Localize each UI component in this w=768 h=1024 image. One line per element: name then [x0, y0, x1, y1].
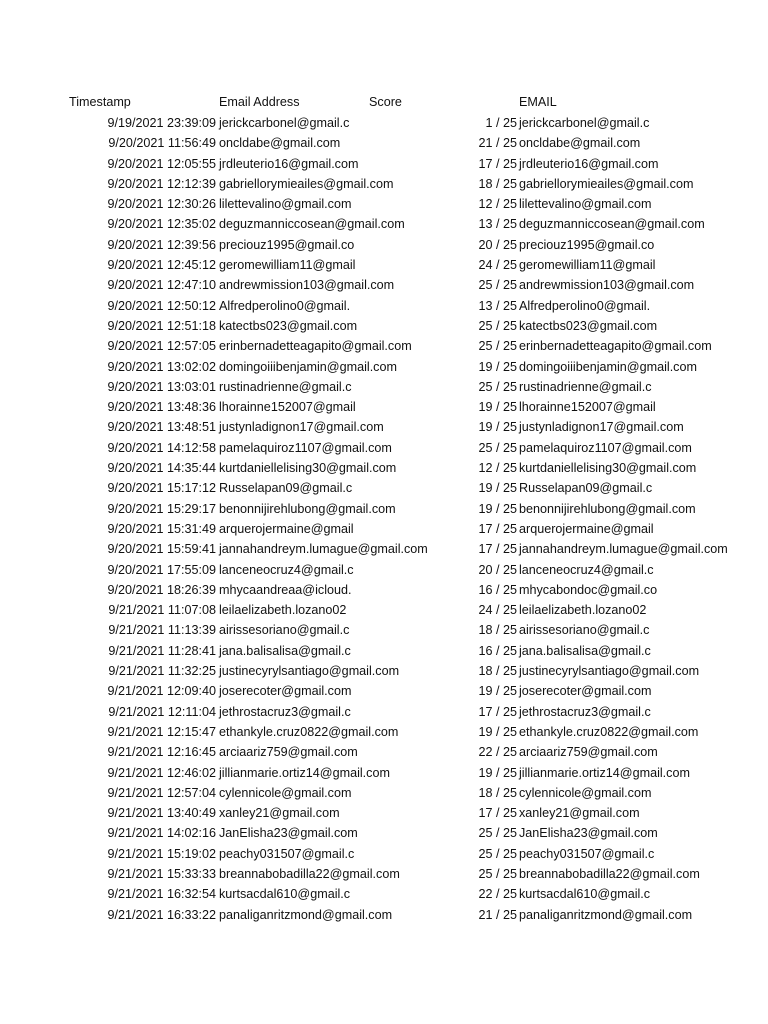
table-row	[0, 641, 768, 661]
responses-table	[0, 113, 768, 925]
email-cell: katectbs023@gmail.com	[519, 318, 658, 333]
score-cell: 19 / 25	[478, 765, 517, 780]
email-cell: joserecoter@gmail.com	[519, 684, 652, 699]
email-cell: jillianmarie.ortiz14@gmail.com	[519, 765, 690, 780]
score-cell: 19 / 25	[478, 400, 517, 415]
email-cell: justinecyrylsantiago@gmail.com	[519, 664, 700, 679]
header-score: Score	[369, 95, 402, 109]
email-address-cell: kurtsacdal610@gmail.c	[219, 887, 351, 902]
table-row	[0, 194, 768, 214]
score-cell: 25 / 25	[478, 440, 517, 455]
email-cell: domingoiiibenjamin@gmail.com	[519, 359, 697, 374]
table-row	[0, 722, 768, 742]
email-address-cell: andrewmission103@gmail.com	[219, 278, 395, 293]
email-cell: jethrostacruz3@gmail.c	[519, 704, 651, 719]
score-cell: 24 / 25	[478, 258, 517, 273]
email-address-cell: jethrostacruz3@gmail.c	[219, 704, 351, 719]
email-cell: JanElisha23@gmail.com	[519, 826, 658, 841]
email-cell: kurtsacdal610@gmail.c	[519, 887, 651, 902]
timestamp-cell: 9/21/2021 16:33:22	[107, 907, 216, 922]
table-row	[0, 580, 768, 600]
score-cell: 24 / 25	[478, 603, 517, 618]
email-address-cell: justynladignon17@gmail.com	[219, 420, 384, 435]
table-row	[0, 377, 768, 397]
timestamp-cell: 9/21/2021 12:15:47	[107, 724, 216, 739]
score-cell: 20 / 25	[478, 562, 517, 577]
timestamp-cell: 9/21/2021 14:02:16	[107, 826, 216, 841]
timestamp-cell: 9/21/2021 12:16:45	[107, 745, 216, 760]
email-address-cell: peachy031507@gmail.c	[219, 846, 355, 861]
table-row	[0, 255, 768, 275]
email-address-cell: pamelaquiroz1107@gmail.com	[219, 440, 392, 455]
table-row	[0, 620, 768, 640]
timestamp-cell: 9/21/2021 12:11:04	[108, 704, 216, 719]
timestamp-cell: 9/20/2021 12:51:18	[107, 318, 216, 333]
timestamp-cell: 9/20/2021 15:17:12	[107, 481, 216, 496]
email-address-cell: katectbs023@gmail.com	[219, 318, 358, 333]
table-row	[0, 661, 768, 681]
score-cell: 21 / 25	[478, 907, 517, 922]
email-address-cell: Russelapan09@gmail.c	[219, 481, 353, 496]
timestamp-cell: 9/21/2021 12:57:04	[107, 785, 216, 800]
score-cell: 25 / 25	[478, 826, 517, 841]
table-row	[0, 458, 768, 478]
table-row	[0, 336, 768, 356]
email-cell: geromewilliam11@gmail	[519, 258, 656, 273]
timestamp-cell: 9/20/2021 13:48:51	[107, 420, 216, 435]
score-cell: 18 / 25	[478, 176, 517, 191]
email-address-cell: jannahandreym.lumague@gmail.com	[219, 542, 428, 557]
email-cell: jerickcarbonel@gmail.c	[519, 116, 650, 130]
email-address-cell: jillianmarie.ortiz14@gmail.com	[219, 765, 390, 780]
email-address-cell: Alfredperolino0@gmail.	[219, 298, 351, 313]
timestamp-cell: 9/20/2021 15:29:17	[107, 501, 216, 516]
score-cell: 17 / 25	[478, 704, 517, 719]
email-cell: peachy031507@gmail.c	[519, 846, 655, 861]
email-cell: jrdleuterio16@gmail.com	[519, 156, 659, 171]
score-cell: 19 / 25	[478, 501, 517, 516]
email-address-cell: justinecyrylsantiago@gmail.com	[219, 664, 400, 679]
score-cell: 17 / 25	[478, 521, 517, 536]
score-cell: 19 / 25	[478, 684, 517, 699]
email-address-cell: jrdleuterio16@gmail.com	[219, 156, 359, 171]
email-address-cell: breannabobadilla22@gmail.com	[219, 866, 400, 881]
score-cell: 22 / 25	[478, 745, 517, 760]
email-cell: xanley21@gmail.com	[519, 806, 640, 821]
timestamp-cell: 9/20/2021 12:45:12	[107, 258, 216, 273]
email-cell: kurtdaniellelising30@gmail.com	[519, 461, 697, 476]
email-address-cell: ethankyle.cruz0822@gmail.com	[219, 724, 399, 739]
timestamp-cell: 9/20/2021 18:26:39	[107, 582, 216, 597]
email-cell: cylennicole@gmail.com	[519, 785, 652, 800]
timestamp-cell: 9/20/2021 12:57:05	[107, 339, 216, 354]
email-cell: jana.balisalisa@gmail.c	[519, 643, 651, 658]
timestamp-cell: 9/20/2021 13:02:02	[107, 359, 216, 374]
table-row	[0, 884, 768, 904]
email-cell: mhycabondoc@gmail.co	[519, 582, 658, 597]
timestamp-cell: 9/20/2021 12:47:10	[107, 278, 216, 293]
table-row	[0, 742, 768, 762]
timestamp-cell: 9/21/2021 11:32:25	[108, 664, 216, 679]
timestamp-cell: 9/21/2021 13:40:49	[107, 806, 216, 821]
table-row	[0, 275, 768, 295]
timestamp-cell: 9/19/2021 23:39:09	[107, 116, 216, 130]
email-address-cell: JanElisha23@gmail.com	[219, 826, 358, 841]
table-row	[0, 681, 768, 701]
table-row	[0, 235, 768, 255]
score-cell: 25 / 25	[478, 318, 517, 333]
email-address-cell: oncldabe@gmail.com	[219, 136, 341, 151]
email-cell: arquerojermaine@gmail	[519, 521, 654, 536]
email-cell: jannahandreym.lumague@gmail.com	[519, 542, 728, 557]
email-cell: airissesoriano@gmail.c	[519, 623, 650, 638]
email-address-cell: gabriellorymieailes@gmail.com	[219, 176, 394, 191]
timestamp-cell: 9/20/2021 14:12:58	[107, 440, 216, 455]
email-address-cell: lilettevalino@gmail.com	[219, 197, 352, 212]
table-row	[0, 844, 768, 864]
score-cell: 13 / 25	[478, 217, 517, 232]
table-row	[0, 316, 768, 336]
email-address-cell: lhorainne152007@gmail	[219, 400, 356, 415]
table-row	[0, 905, 768, 925]
email-address-cell: xanley21@gmail.com	[219, 806, 340, 821]
score-cell: 25 / 25	[478, 339, 517, 354]
table-row	[0, 133, 768, 153]
score-cell: 25 / 25	[478, 846, 517, 861]
email-cell: Russelapan09@gmail.c	[519, 481, 653, 496]
score-cell: 19 / 25	[478, 359, 517, 374]
timestamp-cell: 9/21/2021 15:19:02	[107, 846, 216, 861]
timestamp-cell: 9/20/2021 11:56:49	[108, 136, 216, 151]
table-row	[0, 417, 768, 437]
email-address-cell: panaliganritzmond@gmail.com	[219, 907, 393, 922]
email-address-cell: lanceneocruz4@gmail.c	[219, 562, 354, 577]
email-cell: rustinadrienne@gmail.c	[519, 379, 652, 394]
email-cell: benonnijirehlubong@gmail.com	[519, 501, 696, 516]
email-cell: erinbernadetteagapito@gmail.com	[519, 339, 712, 354]
email-cell: Alfredperolino0@gmail.	[519, 298, 651, 313]
table-row	[0, 357, 768, 377]
score-cell: 16 / 25	[478, 582, 517, 597]
timestamp-cell: 9/20/2021 14:35:44	[107, 461, 216, 476]
email-address-cell: arquerojermaine@gmail	[219, 521, 354, 536]
email-cell: panaliganritzmond@gmail.com	[519, 907, 693, 922]
email-address-cell: mhycaandreaa@icloud.	[219, 582, 352, 597]
email-cell: deguzmanniccosean@gmail.com	[519, 217, 705, 232]
table-row	[0, 783, 768, 803]
score-cell: 16 / 25	[478, 643, 517, 658]
email-cell: pamelaquiroz1107@gmail.com	[519, 440, 692, 455]
table-row	[0, 864, 768, 884]
table-row	[0, 478, 768, 498]
timestamp-cell: 9/20/2021 12:39:56	[107, 237, 216, 252]
score-cell: 19 / 25	[478, 420, 517, 435]
timestamp-cell: 9/21/2021 15:33:33	[107, 866, 216, 881]
email-cell: leilaelizabeth.lozano02	[519, 603, 647, 618]
header-timestamp: Timestamp	[69, 95, 131, 109]
timestamp-cell: 9/20/2021 12:35:02	[107, 217, 216, 232]
email-cell: lanceneocruz4@gmail.c	[519, 562, 654, 577]
score-cell: 18 / 25	[478, 623, 517, 638]
score-cell: 19 / 25	[478, 481, 517, 496]
table-row	[0, 113, 768, 133]
email-address-cell: erinbernadetteagapito@gmail.com	[219, 339, 412, 354]
table-row	[0, 174, 768, 194]
email-cell: arciaariz759@gmail.com	[519, 745, 658, 760]
score-cell: 25 / 25	[478, 379, 517, 394]
score-cell: 25 / 25	[478, 278, 517, 293]
score-cell: 20 / 25	[478, 237, 517, 252]
score-cell: 22 / 25	[478, 887, 517, 902]
email-cell: lilettevalino@gmail.com	[519, 197, 652, 212]
header-email-address: Email Address	[219, 95, 300, 109]
table-row	[0, 560, 768, 580]
email-cell: breannabobadilla22@gmail.com	[519, 866, 700, 881]
email-cell: andrewmission103@gmail.com	[519, 278, 695, 293]
timestamp-cell: 9/21/2021 12:46:02	[107, 765, 216, 780]
table-row	[0, 763, 768, 783]
table-row	[0, 702, 768, 722]
score-cell: 19 / 25	[478, 724, 517, 739]
table-row	[0, 519, 768, 539]
email-address-cell: rustinadrienne@gmail.c	[219, 379, 352, 394]
email-cell: ethankyle.cruz0822@gmail.com	[519, 724, 699, 739]
table-row	[0, 214, 768, 234]
score-cell: 17 / 25	[478, 806, 517, 821]
timestamp-cell: 9/20/2021 12:05:55	[107, 156, 216, 171]
timestamp-cell: 9/20/2021 15:59:41	[107, 542, 216, 557]
email-cell: justynladignon17@gmail.com	[519, 420, 684, 435]
table-row	[0, 397, 768, 417]
email-address-cell: arciaariz759@gmail.com	[219, 745, 358, 760]
score-cell: 17 / 25	[478, 156, 517, 171]
timestamp-cell: 9/20/2021 12:50:12	[107, 298, 216, 313]
email-address-cell: preciouz1995@gmail.co	[219, 237, 355, 252]
email-address-cell: benonnijirehlubong@gmail.com	[219, 501, 396, 516]
timestamp-cell: 9/21/2021 11:07:08	[108, 603, 216, 618]
email-address-cell: cylennicole@gmail.com	[219, 785, 352, 800]
score-cell: 17 / 25	[478, 542, 517, 557]
email-address-cell: jerickcarbonel@gmail.c	[219, 116, 350, 130]
score-cell: 18 / 25	[478, 664, 517, 679]
email-address-cell: domingoiiibenjamin@gmail.com	[219, 359, 397, 374]
timestamp-cell: 9/20/2021 13:48:36	[107, 400, 216, 415]
email-address-cell: joserecoter@gmail.com	[219, 684, 352, 699]
table-row	[0, 600, 768, 620]
timestamp-cell: 9/20/2021 15:31:49	[107, 521, 216, 536]
table-row	[0, 438, 768, 458]
email-address-cell: kurtdaniellelising30@gmail.com	[219, 461, 397, 476]
email-address-cell: deguzmanniccosean@gmail.com	[219, 217, 405, 232]
score-cell: 25 / 25	[478, 866, 517, 881]
score-cell: 12 / 25	[478, 197, 517, 212]
timestamp-cell: 9/20/2021 12:12:39	[107, 176, 216, 191]
score-cell: 1 / 25	[485, 116, 517, 130]
table-row	[0, 499, 768, 519]
email-cell: gabriellorymieailes@gmail.com	[519, 176, 694, 191]
timestamp-cell: 9/21/2021 11:28:41	[108, 643, 216, 658]
email-cell: preciouz1995@gmail.co	[519, 237, 655, 252]
score-cell: 21 / 25	[478, 136, 517, 151]
table-row	[0, 154, 768, 174]
timestamp-cell: 9/21/2021 12:09:40	[107, 684, 216, 699]
email-address-cell: leilaelizabeth.lozano02	[219, 603, 347, 618]
score-cell: 12 / 25	[478, 461, 517, 476]
table-row	[0, 823, 768, 843]
timestamp-cell: 9/20/2021 13:03:01	[107, 379, 216, 394]
email-address-cell: jana.balisalisa@gmail.c	[219, 643, 351, 658]
email-cell: lhorainne152007@gmail	[519, 400, 656, 415]
email-cell: oncldabe@gmail.com	[519, 136, 641, 151]
score-cell: 13 / 25	[478, 298, 517, 313]
score-cell: 18 / 25	[478, 785, 517, 800]
timestamp-cell: 9/21/2021 16:32:54	[107, 887, 216, 902]
timestamp-cell: 9/20/2021 12:30:26	[107, 197, 216, 212]
timestamp-cell: 9/20/2021 17:55:09	[107, 562, 216, 577]
table-row	[0, 803, 768, 823]
timestamp-cell: 9/21/2021 11:13:39	[108, 623, 216, 638]
email-address-cell: airissesoriano@gmail.c	[219, 623, 350, 638]
table-row	[0, 539, 768, 559]
table-row	[0, 296, 768, 316]
email-address-cell: geromewilliam11@gmail	[219, 258, 356, 273]
header-email: EMAIL	[519, 95, 557, 109]
